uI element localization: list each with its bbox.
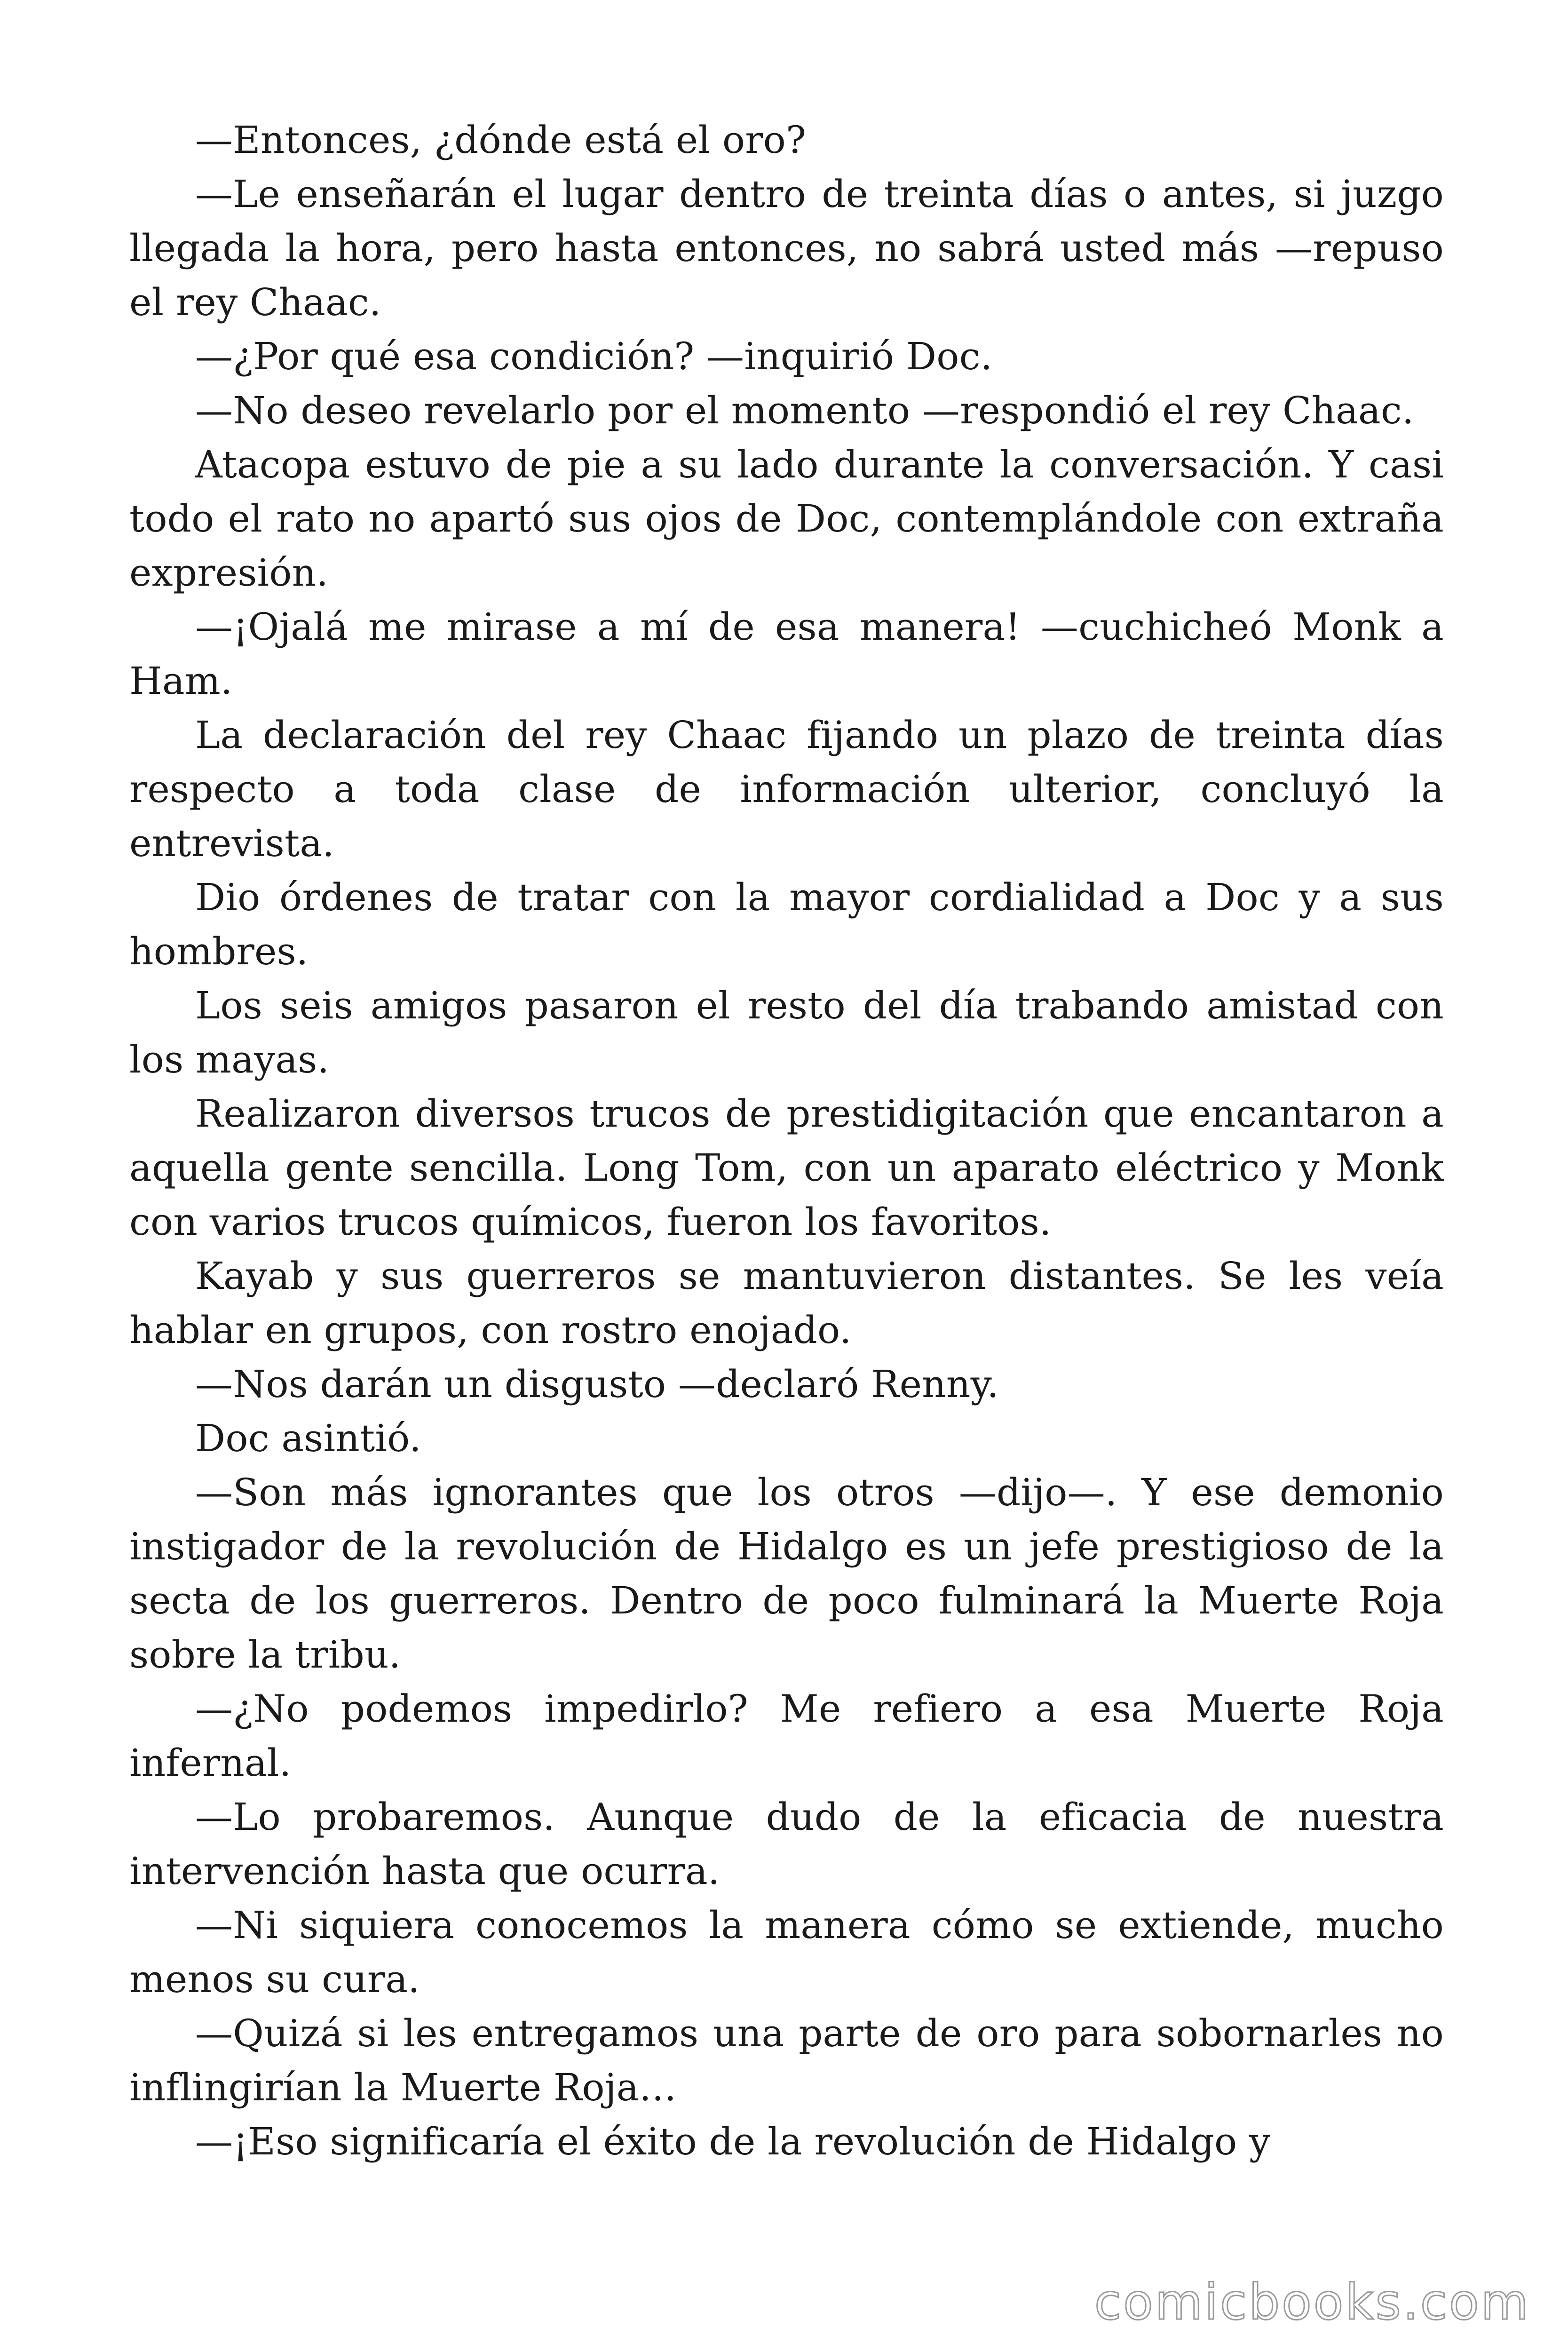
paragraph: Los seis amigos pasaron el resto del día trabando amistad con los mayas. [129, 984, 1444, 1081]
paragraph: —Nos darán un disgusto —declaró Renny. [195, 1362, 999, 1406]
paragraph: —Lo probaremos. Aunque dudo de la eficacia de nuestra intervención hasta que ocurra. [129, 1795, 1444, 1893]
paragraph: Doc asintió. [195, 1416, 421, 1460]
paragraph: —¿No podemos impedirlo? Me refiero a esa Muerte Roja infernal. [129, 1687, 1444, 1785]
paragraph: Realizaron diversos trucos de prestidigitación que encantaron a aquella gente sencilla. Long Tom, con un aparato eléctrico y Monk con varios trucos químicos, fueron los favoritos. [129, 1092, 1444, 1244]
book-page-body [129, 113, 1444, 2169]
paragraph: La declaración del rey Chaac fijando un plazo de treinta días respecto a toda clase de información ulterior, concluyó la entrevista. [129, 713, 1444, 865]
paragraph: —No deseo revelarlo por el momento —respondió el rey Chaac. [195, 389, 1414, 432]
paragraph: —Son más ignorantes que los otros —dijo—. Y ese demonio instigador de la revolución de Hidalgo es un jefe prestigioso de la secta de los guerreros. Dentro de poco fulminará la Muerte Roja sobre la tribu. [129, 1470, 1444, 1677]
paragraph: —¡Eso significaría el éxito de la revolución de Hidalgo y [195, 2120, 1271, 2163]
paragraph: —Quizá si les entregamos una parte de oro para sobornarles no inflingirían la Muerte Roja… [129, 2011, 1444, 2109]
paragraph: —Le enseñarán el lugar dentro de treinta días o antes, si juzgo llegada la hora, pero hasta entonces, no sabrá usted más —repuso el rey Chaac. [129, 172, 1444, 324]
paragraph: Dio órdenes de tratar con la mayor cordialidad a Doc y a sus hombres. [129, 875, 1444, 973]
paragraph: Atacopa estuvo de pie a su lado durante la conversación. Y casi todo el rato no apartó sus ojos de Doc, contemplándole con extraña expresión. [129, 443, 1444, 595]
paragraph: Kayab y sus guerreros se mantuvieron distantes. Se les veía hablar en grupos, con rostro enojado. [129, 1254, 1444, 1352]
paragraph: —¿Por qué esa condición? —inquirió Doc. [195, 334, 993, 378]
site-watermark: comicbooks.com [1094, 2273, 1530, 2331]
paragraph: —Entonces, ¿dónde está el oro? [195, 118, 807, 162]
paragraph: —¡Ojalá me mirase a mí de esa manera! —cuchicheó Monk a Ham. [129, 605, 1444, 703]
paragraph: —Ni siquiera conocemos la manera cómo se extiende, mucho menos su cura. [129, 1903, 1444, 2001]
